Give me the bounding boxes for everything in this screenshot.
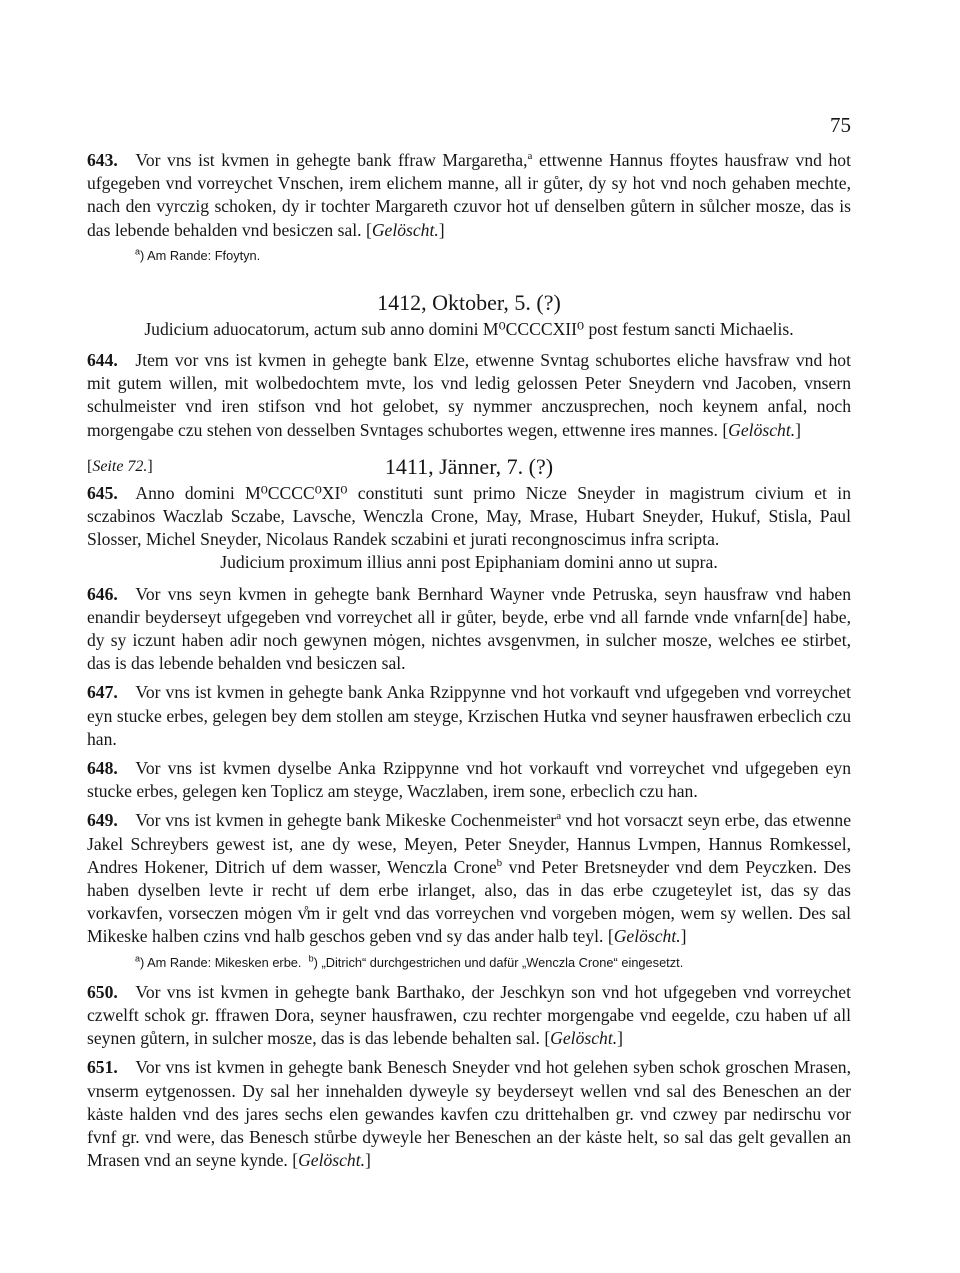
footnote-marker: b [308, 953, 314, 964]
entry-648 [87, 757, 851, 803]
entry-text: Anno domini M⁰CCCC⁰XI⁰ constituti sunt primo Nicze Sneyder in magistrum civium et in sczabinos Waczlab Sczabe, Lavsche, Wenczla Crone, May, Mrase, Hubart Sneyder, Hukuf, Stisla, Paul Slosser, Michel Sneyder, Nicolaus Randek sczabini et jurati recongnoscimus infra scripta. [87, 482, 851, 550]
entry-text: Vor vns ist kvmen in gehegte bank Mikeske Cochenmeister [135, 810, 557, 831]
entry-645 [87, 482, 851, 552]
footnote-marker: a [135, 246, 141, 257]
entry-text: Vor vns ist kvmen in gehegte bank Barthako, der Jeschkyn son vnd hot ufgegeben vnd vorreychet czwelft schok gr. ffrawen Dora, seyner hausfrawen, czu rechter morgengabe vnd eegelde, czu haben uf all seynen gůtern, in sulcher mosze, das is das lebende behalten sal. [87, 981, 851, 1049]
entry-text: Vor vns ist kvmen in gehegte bank Anka Rzippynne vnd hot vorkauft vnd ufgegeben vnd vorreychet eyn stucke erbes, gelegen bey dem stollen am steyge, Krzischen Hutka vnd seyner hausfrawen erbeclich czu han. [87, 682, 851, 749]
entry-text: vnd hot vorsaczt seyn erbe, das etwenne Jakel Schreybers gewest ist, ane dy wese, Meyen, Peter Sneyder, Hannus Lvmpen, Hannus Romkessel, Andres Hokener, Ditrich uf dem wasser, Wenczla Crone [87, 810, 852, 877]
judicium-line: Judicium aduocatorum, actum sub anno domini M⁰CCCCXII⁰ post festum sancti Michaelis. [144, 318, 794, 339]
deleted-note: Gelöscht. [371, 219, 439, 240]
seite-reference: [Seite 72.] [87, 457, 153, 475]
entry-text: ettwenne Hannus ffoytes hausfraw vnd hot ufgegeben vnd vorreychet Vnschen, irem elichem manne, all ir gůter, dy sy hot vnd noch gehaben mechte, nach den vyrczig schoken, dy ir tochter Margareth czuvor hot uf denselben gůtern in sůlcher mosze, das is das lebende behalden vnd besiczen sal. [87, 150, 851, 240]
entry-text: vnd Peter Bretsneyder vnd dem Peyczken. Des haben dyselben levte ir recht uf dem erbe irlanget, also, das in das erbe czugeteylet ist, das sy das vorkavfen, vorseczen mȯgen v̊m ir gelt vnd das vorreychen vnd vorgeben mȯgen, wem sy wellen. Des sal Mikeske halben czins vnd halb geschos geben vnd sy das ander halb teyl. [87, 856, 851, 947]
footnote-text: Am Rande: Ffoytyn. [147, 247, 261, 263]
date-row [87, 452, 851, 482]
entry-644: 644. Jtem vor vns ist kvmen in gehegte bank Elze, etwenne Svntag schubortes eliche havsfraw vnd hot mit gutem willen, mit wolbedochtem mvte, los vnd ledig gelossen Peter Sneydern vnd Jacoben, vnsern schulmeister vnd iren stifson vnd hot gelobet, sy nymmer anczusprechen, noch keynem anfal, noch morgengabe czu stehen von desselben Svntages schubortes wegen, ettwenne ires mannes. [Gelöscht.] [87, 350, 851, 440]
footnote-marker: b [496, 857, 503, 870]
entry-text: Jtem vor vns ist kvmen in gehegte bank Elze, etwenne Svntag schubortes eliche havsfraw vnd hot mit gutem willen, mit wolbedochtem mvte, los vnd ledig gelossen Peter Sneydern vnd Jacoben, vnsern schulmeister vnd iren stifson vnd hot gelobet, sy nymmer anczusprechen, noch keynem anfal, noch morgengabe czu stehen von desselben Svntages schubortes wegen, ettwenne ires mannes. [87, 350, 851, 440]
entry-number: 650. [87, 981, 118, 1002]
footnote-marker: a [527, 150, 533, 163]
entry-number: 648. [87, 758, 118, 779]
footnote-text: „Ditrich“ durchgestrichen und dafür „Wenczla Crone“ eingesetzt. [321, 954, 684, 970]
footnote: $^a$) Am Rande: Mikesken erbe. $^b$) „Ditrich“ durchgestrichen und dafür „Wenczla Crone“ eingesetzt. [135, 953, 684, 970]
deleted-note: Gelöscht. [550, 1028, 618, 1049]
entry-649: 649. Vor vns ist kvmen in gehegte bank Mikeske Cochenmeister$^a$ vnd hot vorsaczt seyn erbe, das etwenne Jakel Schreybers gewest ist, ane dy wese, Meyen, Peter Sneyder, Hannus Lvmpen, Hannus Romkessel, Andres Hokener, Ditrich uf dem wasser, Wenczla Crone$^b$ vnd Peter Bretsneyder vnd dem Peyczken. Des haben dyselben levte ir recht uf dem erbe irlanget, also, das in das erbe czugeteylet ist, das sy das vorkavfen, vorseczen mȯgen v̊m ir gelt vnd das vorreychen vnd vorgeben mȯgen, wem sy wellen. Des sal Mikeske halben czins vnd halb geschos geben vnd sy das ander halb teyl. [Gelöscht.] [87, 810, 852, 947]
entry-650: 650. Vor vns ist kvmen in gehegte bank Barthako, der Jeschkyn son vnd hot ufgegeben vnd vorreychet czwelft schok gr. ffrawen Dora, seyner hausfrawen, czu rechter morgengabe vnd eegelde, czu haben uf all seynen gůtern, in sulcher mosze, das is das lebende behalten sal. [Gelöscht.] [87, 981, 851, 1049]
page-number: 75 [830, 113, 851, 137]
entry-number: 645. [87, 482, 118, 503]
judicium-line: Judicium proximum illius anni post Epiphaniam domini anno ut supra. [220, 552, 718, 573]
footnote-marker: a [556, 810, 562, 823]
entry-646 [87, 583, 851, 676]
entry-number: 646. [87, 583, 118, 604]
body-text [87, 149, 851, 1178]
footnote: $^a$) Am Rande: Ffoytyn. [135, 246, 261, 263]
entry-text: Vor vns ist kvmen in gehegte bank ffraw Margaretha, [135, 150, 528, 170]
entry-number: 651. [87, 1057, 118, 1078]
entry-651: 651. Vor vns ist kvmen in gehegte bank Benesch Sneyder vnd hot gelehen syben schok groschen Mrasen, vnserm eytgenossen. Dy sal her innehalden dyweyle sy beyderseyt wellen vnd sal des Beneschen an der kȧste halden vnd des jares sechs elen gewandes kavfen czu drittehalben gr. vnd czwey par nedirschu vor fvnf gr. vnd were, das Benesch stůrbe dyweyle her Beneschen an der kȧste helt, so sal das gelt gevallen an Mrasen vnd an seyne kynde. [Gelöscht.] [87, 1057, 851, 1171]
deleted-note: Gelöscht. [613, 926, 681, 947]
entry-text: Vor vns ist kvmen in gehegte bank Benesch Sneyder vnd hot gelehen syben schok groschen Mrasen, vnserm eytgenossen. Dy sal her innehalden dyweyle sy beyderseyt wellen vnd sal des Beneschen an der kȧste halden vnd des jares sechs elen gewandes kavfen czu drittehalben gr. vnd czwey par nedirschu vor fvnf gr. vnd were, das Benesch stůrbe dyweyle her Beneschen an der kȧste helt, so sal das gelt gevallen an Mrasen vnd an seyne kynde. [87, 1057, 851, 1171]
date-heading: 1411, Jänner, 7. (?) [384, 453, 554, 479]
footnote-marker: a [135, 953, 141, 964]
entry-number: 644. [87, 350, 118, 371]
entry-text: Vor vns ist kvmen dyselbe Anka Rzippynne vnd hot vorkauft vnd vorreychet vnd ufgegeben eyn stucke erbes, gelegen ken Toplicz am steyge, Waczlaben, irem sone, erbeclich czu han. [87, 758, 851, 802]
entry-text: Vor vns seyn kvmen in gehegte bank Bernhard Wayner vnde Petruska, seyn hausfraw vnd haben enandir beyderseyt ufgegeben vnd vorreychet all ir gůter, beyde, erbe vnd all farnde vnde vnfarn[de] habe, dy sy iczunt haben adir noch gewynen mȯgen, nichtes avsgenvmen, in sulcher mosze, welches ee stirbet, das is das lebende behalden vnd besiczen sal. [87, 583, 851, 674]
deleted-note: Gelöscht. [728, 419, 796, 440]
footnote-text: Am Rande: Mikesken erbe. [147, 954, 302, 970]
entry-number: 647. [87, 682, 118, 703]
deleted-note: Gelöscht. [298, 1150, 366, 1171]
entry-number: 649. [87, 810, 118, 831]
date-heading: 1412, Oktober, 5. (?) [377, 289, 561, 315]
entry-647 [87, 681, 851, 751]
entry-643: 643. Vor vns ist kvmen in gehegte bank ffraw Margaretha,$^a$ ettwenne Hannus ffoytes hausfraw vnd hot ufgegeben vnd vorreychet Vnschen, irem elichem manne, all ir gůter, dy sy hot vnd noch gehaben mechte, nach den vyrczig schoken, dy ir tochter Margareth czuvor hot uf denselben gůtern in sůlcher mosze, das is das lebende behalden vnd besiczen sal. [Gelöscht.] [87, 150, 851, 240]
entry-number: 643. [87, 150, 118, 170]
